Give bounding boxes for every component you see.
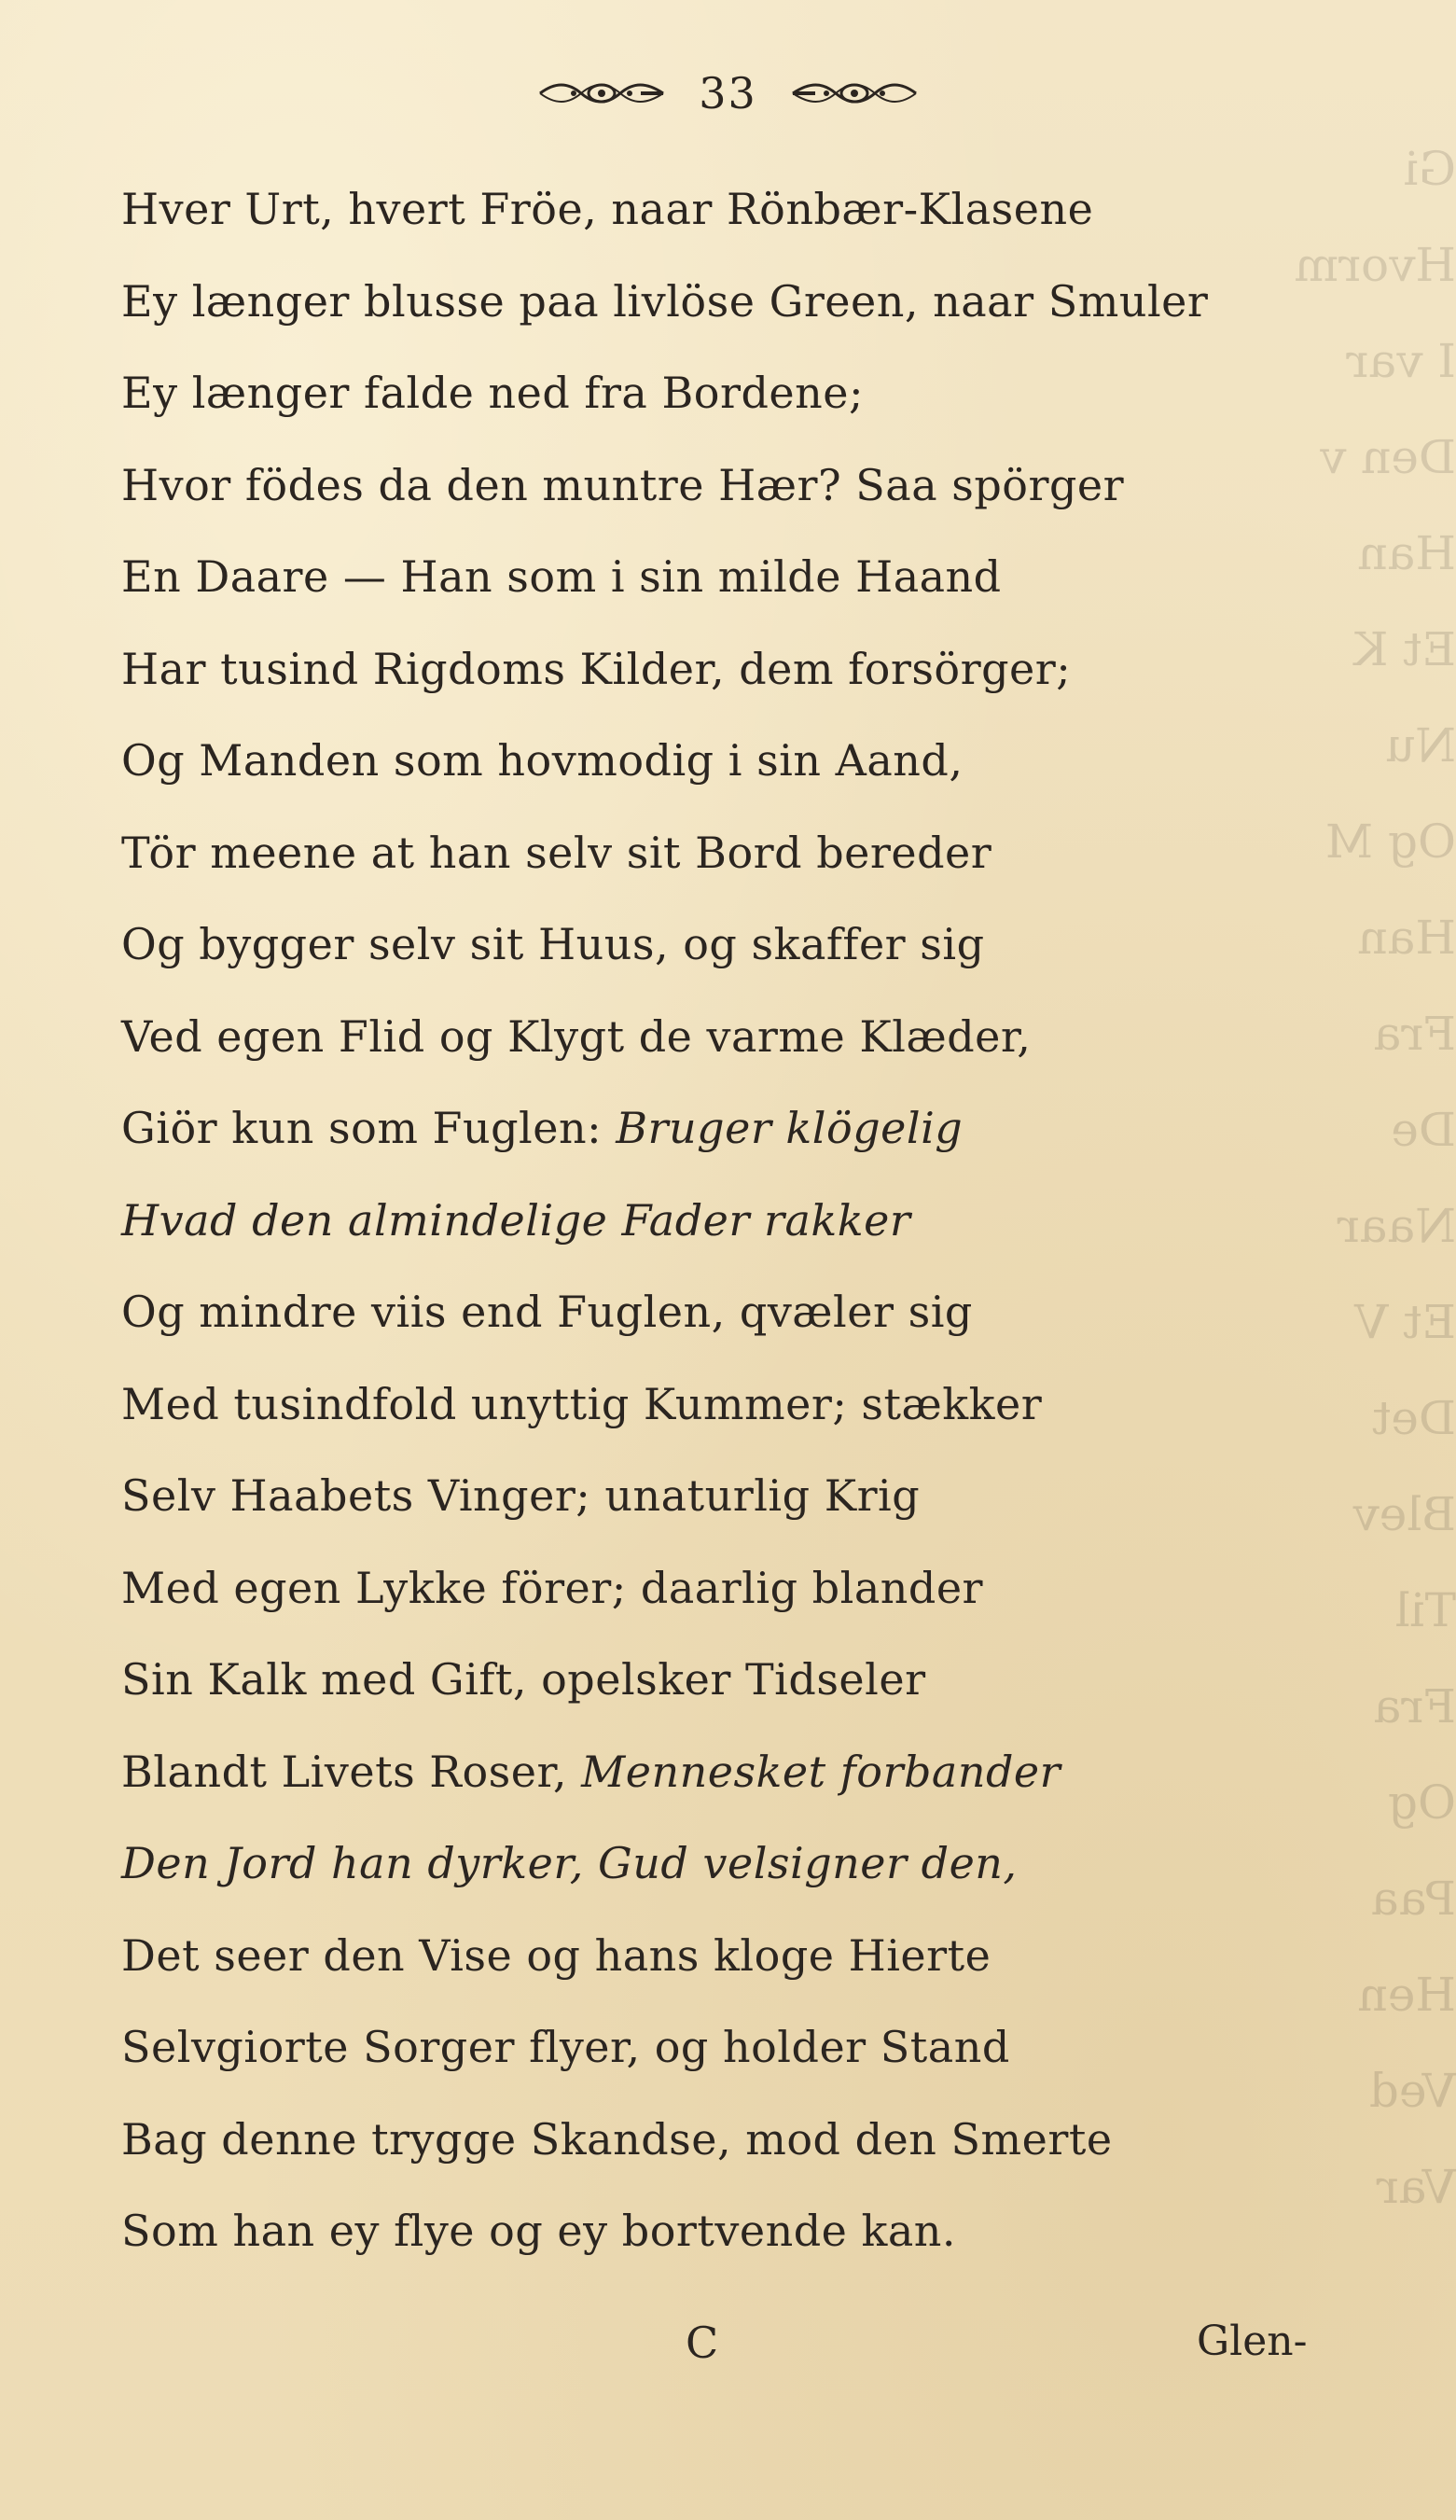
line-text: Med egen Lykke förer; daarlig blander bbox=[121, 1562, 984, 1613]
line-text: Tör meene at han selv sit Bord bereder bbox=[121, 827, 992, 878]
line-text: Sin Kalk med Gift, opelsker Tidseler bbox=[121, 1654, 926, 1705]
line-text: Har tusind Rigdoms Kilder, dem forsörger; bbox=[121, 643, 1072, 694]
poem-line bbox=[121, 2094, 1194, 2186]
line-text: Og Manden som hovmodig i sin Aand, bbox=[121, 735, 964, 786]
poem-line bbox=[121, 623, 1194, 716]
poem-line bbox=[121, 1542, 1194, 1635]
poem-line bbox=[121, 1082, 1194, 1175]
line-italic-text: Bruger klögelig bbox=[616, 1103, 964, 1153]
line-italic-text: Den Jord han dyrker, Gud velsigner den, bbox=[121, 1838, 1018, 1888]
poem-line bbox=[121, 1634, 1194, 1726]
line-text: Ved egen Flid og Klygt de varme Klæder, bbox=[121, 1010, 1032, 1062]
poem-line bbox=[121, 1910, 1194, 2002]
poem-line bbox=[121, 1175, 1194, 1267]
line-text: Og mindre viis end Fuglen, qvæler sig bbox=[121, 1287, 973, 1337]
line-italic-text: Mennesket forbander bbox=[581, 1746, 1061, 1797]
poem-line bbox=[121, 2001, 1194, 2094]
line-text: Og bygger selv sit Huus, og skaffer sig bbox=[121, 919, 985, 969]
right-ornament-icon bbox=[789, 75, 920, 112]
poem-line bbox=[121, 1450, 1194, 1542]
poem-line bbox=[121, 1726, 1194, 1818]
line-text: Ey længer falde ned fra Bordene; bbox=[121, 368, 864, 418]
poem-line bbox=[121, 1817, 1194, 1910]
line-text: Bag denne trygge Skandse, mod den Smerte bbox=[121, 2113, 1113, 2165]
poem-line bbox=[121, 439, 1194, 532]
page-header bbox=[0, 65, 1456, 121]
signature-mark: C bbox=[686, 2318, 719, 2368]
poem-line bbox=[121, 1266, 1194, 1358]
poem-line bbox=[121, 163, 1194, 256]
line-text: Med tusindfold unyttig Kummer; stækker bbox=[121, 1378, 1043, 1429]
line-text: Blandt Livets Roser, bbox=[121, 1746, 568, 1797]
page-number: 33 bbox=[699, 68, 757, 118]
line-text: Hver Urt, hvert Fröe, naar Rönbær-Klasene bbox=[121, 184, 1094, 234]
poem-line bbox=[121, 256, 1209, 348]
line-text: Selvgiorte Sorger flyer, og holder Stand bbox=[121, 2022, 1010, 2072]
poem-line bbox=[121, 715, 1194, 807]
line-text: Giör kun som Fuglen: bbox=[121, 1103, 603, 1153]
line-italic-text: Hvad den almindelige Fader rakker bbox=[121, 1194, 911, 1246]
poem-line bbox=[121, 531, 1194, 623]
poem-line bbox=[121, 2185, 1194, 2277]
poem-line bbox=[121, 991, 1194, 1083]
poem-line bbox=[121, 898, 1194, 991]
poem-line bbox=[121, 807, 1194, 899]
line-text: Det seer den Vise og hans kloge Hierte bbox=[121, 1929, 991, 1981]
line-text: Selv Haabets Vinger; unaturlig Krig bbox=[121, 1470, 921, 1521]
line-text: Ey længer blusse paa livlöse Green, naar Smuler bbox=[121, 275, 1209, 327]
line-text: Som han ey flye og ey bortvende kan. bbox=[121, 2206, 957, 2256]
catchword: Glen- bbox=[1197, 2318, 1308, 2365]
show-through-texture: Gi Hvorm I var Den v Han Et K Nu Og M Han Fra De Naar Et V Det Blev Til Fra Og Paa Hen Ved Var bbox=[1294, 142, 1456, 2214]
poem-body bbox=[121, 163, 1209, 2277]
poem-line bbox=[121, 347, 1194, 439]
line-text: Hvor födes da den muntre Hær? Saa spörger bbox=[121, 459, 1125, 510]
left-ornament-icon bbox=[536, 75, 667, 112]
poem-line bbox=[121, 1358, 1194, 1451]
line-text: En Daare — Han som i sin milde Haand bbox=[121, 551, 1002, 602]
